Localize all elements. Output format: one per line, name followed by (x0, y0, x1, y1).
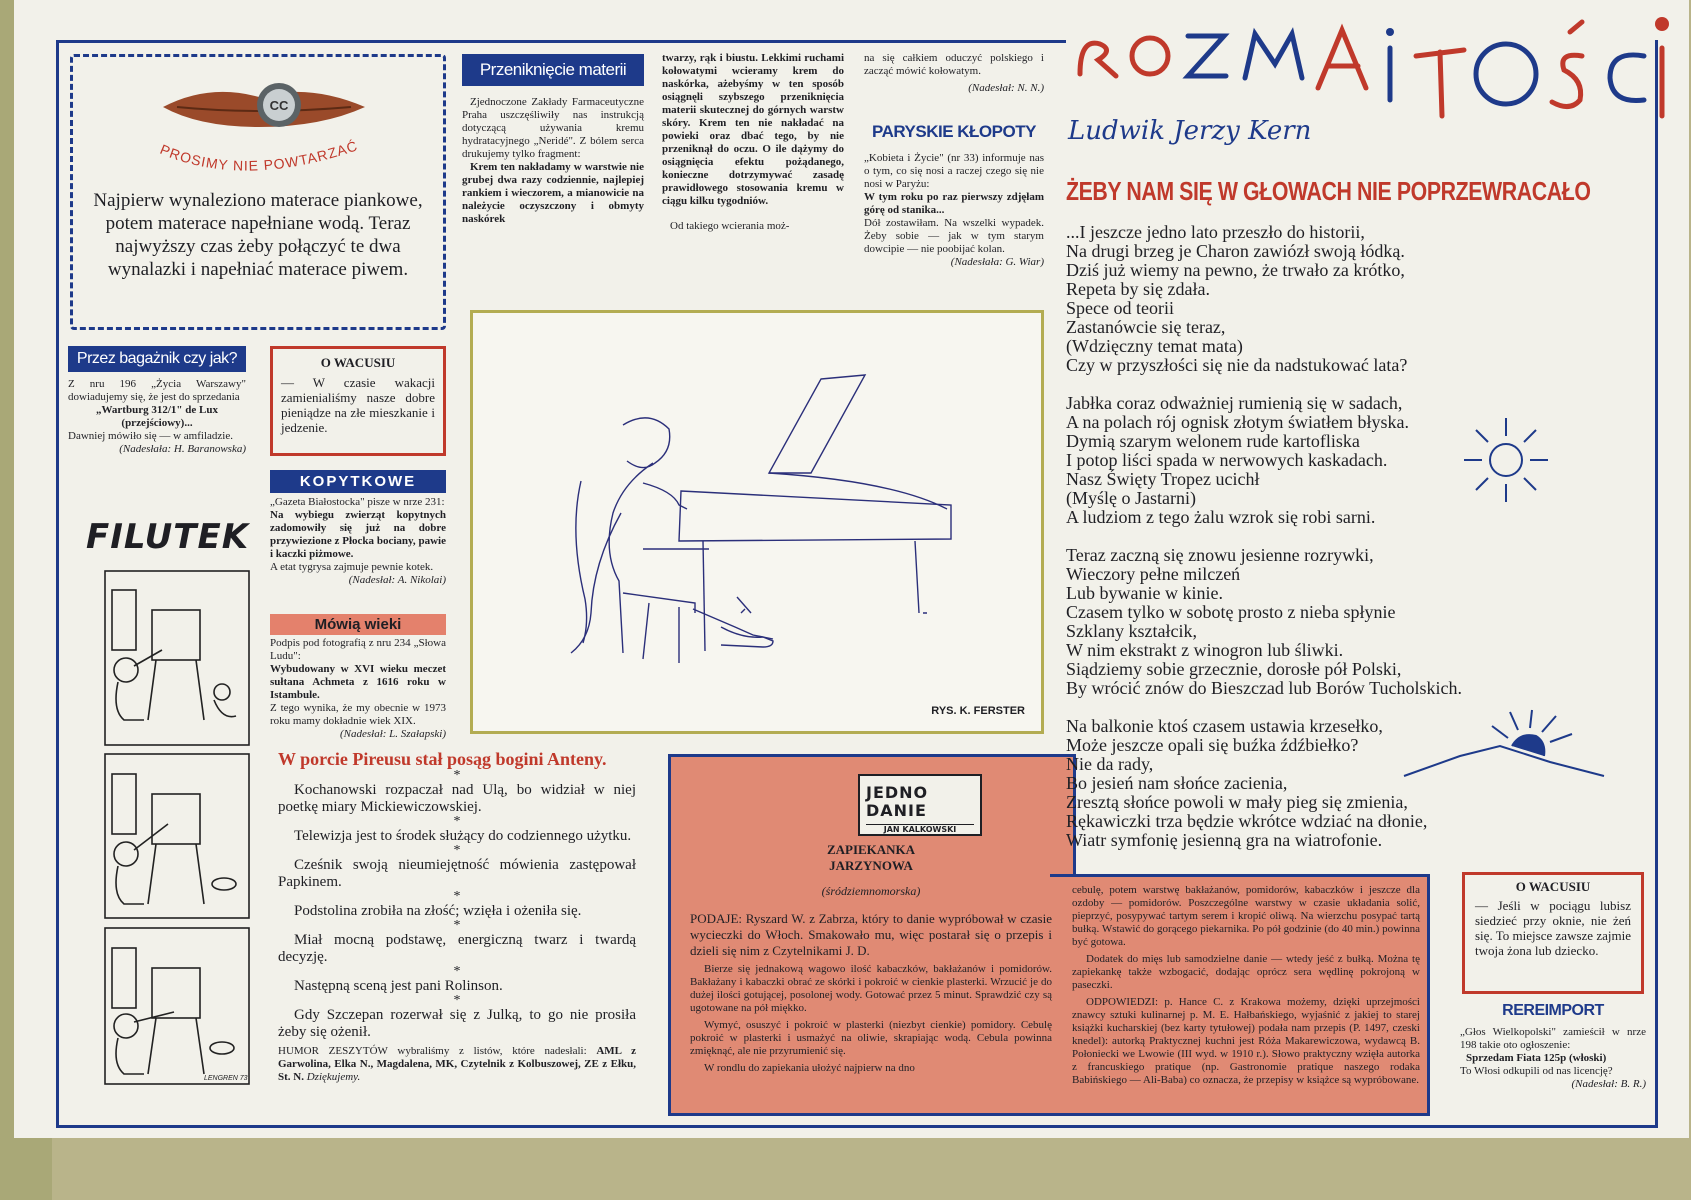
recipe-intro: Ryszard W. z Zabrza, który to danie wypróbował w czasie wycieczki do Włoch. Smakowało mu, więc postarał się o przepis i dzieli się nim z Czytelnikami J. D. (690, 911, 1052, 958)
mowia-wieki-article (270, 614, 446, 738)
reeimport-article (1460, 1002, 1646, 1116)
przenikniecie-sender: (Nadesłał: N. N.) (968, 82, 1044, 94)
poem-line: By wrócić znów do Bieszczad lub Borów Tucholskich. (1066, 678, 1462, 698)
poem-stanza (1066, 394, 1646, 527)
poem-line: (Wdzięczny temat mata) (1066, 336, 1243, 356)
svg-text:FILUTEK: FILUTEK (86, 517, 250, 557)
pianist-drawing (473, 313, 1041, 731)
poem-line: Na balkonie ktoś czasem ustawia krzesełko, (1066, 716, 1383, 736)
poem-author: Ludwik Jerzy Kern (1068, 116, 1312, 146)
o-wacusiu-box-1 (270, 346, 446, 456)
przez-bagaznik-heading: Przez bagażnik czy jak? (68, 346, 246, 372)
paryskie-quote: W tym roku po raz pierwszy zdjęłam górę od stanika... (864, 191, 1044, 216)
recipe-paragraph-5: Dodatek do mięs lub samodzielne danie — wtedy jeść z bułką. Można tę zapiekankę także wzbogacić, dodając oprócz sera wędlinę pokrojoną w paseczki. (1072, 953, 1420, 991)
poem-line: Dymią szarym welonem rude kartofliska (1066, 431, 1360, 451)
poem-line: Zresztą słońce powoli w mały pieg się zmienia, (1066, 792, 1408, 812)
paryskie-article (864, 122, 1044, 302)
jedno-danie-logo-author: JAN KALKOWSKI (866, 824, 974, 834)
mowia-wieki-sender: (Nadesłał: L. Szałapski) (339, 728, 446, 740)
poem-line: Szklany kształcik, (1066, 621, 1197, 641)
paryskie-comment: Dół zostawiłam. Na wszelki wypadek. Żeby sobie — jak w tym starym dowcipie — nie poobijać kolan. (864, 217, 1044, 255)
przenikniecie-ending: na się całkiem oduczyć polskiego i zacząć mówić kołowatym. (864, 52, 1044, 77)
recipe-paragraph-3: W rondlu do zapiekania ułożyć najpierw na dno (704, 1062, 915, 1074)
recipe-paragraph-1: Bierze się jednakową wagowo ilość kabaczków, bakłażanów i pomidorów. Bakłażany i kabaczki obrać ze skórki i pokroić w cienkie plasterki. Wrzucić je do dużej ilości gotującej, posolonej wody. Gotować przez 5 minut. Sprawdzić czy są ugotowane na pół miękko. (690, 963, 1052, 1014)
poem-line: Spece od teorii (1066, 298, 1174, 318)
przenikniecie-intro: Zjednoczone Zakłady Farmaceutyczne Praha uszczęśliwiły nas instrukcją dotyczącą używania kremu hydratacyjnego „Neridé". Z bólem serca drukujemy tylko fragment: (462, 96, 644, 160)
filutek-title (80, 500, 250, 560)
przenikniecie-heading: Przeniknięcie materii (462, 54, 644, 86)
poem-line: Teraz zaczną się znowu jesienne rozrywki, (1066, 545, 1374, 565)
lips-illustration (89, 57, 429, 187)
poem-line: Czasem tylko w sobotę prosto z nieba spłynie (1066, 602, 1396, 622)
poem-line: I potop liści spada w nerwowych kaskadach. (1066, 450, 1388, 470)
rozmaitosci-lettering (1070, 4, 1670, 122)
o-wacusiu-box-2 (1462, 872, 1644, 994)
recipe-paragraph-2: Wymyć, osuszyć i pokroić w plasterki (niezbyt cienkie) pomidory. Cebulę pokroić w plasterki i usmażyć na oliwie, skrapiając wodą. Cebula powinna zmięknąć, ale nie przyrumienić się. (690, 1019, 1052, 1057)
comic-signature: LENGREN 73 (204, 1075, 248, 1082)
item-separator-star: * (453, 993, 461, 1008)
kopytkowe-article (270, 470, 446, 610)
poem-line: W nim ekstrakt z winogron lub śliwki. (1066, 640, 1344, 660)
przez-bagaznik-comment: Dawniej mówiło się — w amfiladzie. (68, 430, 233, 442)
filutek-lettering (80, 500, 250, 560)
humor-item: Gdy Szczepan rozerwał się z Julką, to go nie prosiła żeby się ożenił. (278, 1007, 636, 1040)
przenikniecie-col3 (864, 52, 1044, 112)
recipe-title: ZAPIEKANKA JARZYNOWA (826, 842, 916, 873)
item-separator-star: * (453, 814, 461, 829)
comic-panel-2 (112, 774, 236, 904)
humor-zeszytow-article (278, 748, 636, 1126)
przez-bagaznik-article (68, 346, 246, 492)
poem-line: Na drugi brzeg je Charon zawiózł swoją łódką. (1066, 241, 1405, 261)
przenikniecie-article (462, 54, 644, 304)
comic-panel-1 (112, 590, 236, 720)
humor-footer-lead: HUMOR ZESZYTÓW wybraliśmy z listów, które nadesłali: (278, 1045, 587, 1057)
item-separator-star: * (453, 768, 461, 783)
humor-item: Kochanowski rozpaczał nad Ulą, bo widział w niej poetkę miary Mickiewiczowskiej. (278, 782, 636, 815)
reeimport-sender: (Nadesłał: B. R.) (1571, 1078, 1646, 1090)
poem-line: Rękawiczki trza będzie wkrótce wdziać na dłonie, (1066, 811, 1428, 831)
poem-stanza (1066, 223, 1646, 375)
poem-line: Zastanówcie się teraz, (1066, 317, 1226, 337)
humor-item: Miał mocną podstawę, energiczną twarz i twardą decyzję. (278, 932, 636, 965)
o-wacusiu-text-1: — W czasie wakacji zamienialiśmy nasze dobre pieniądze na złe mieszkanie i jedzenie. (281, 375, 435, 435)
mowia-wieki-heading: Mówią wieki (270, 614, 446, 635)
comic-panel-3 (112, 948, 234, 1074)
kopytkowe-quote: Na wybiegu zwierząt kopytnych zadomowiły się już na dobre przywiezione z Płocka bociany, pawie i kaczki piżmowe. (270, 509, 446, 560)
poem-line: Czy w przyszłości się nie da nadstukować lata? (1066, 355, 1408, 375)
filutek-comic (104, 570, 250, 1086)
kopytkowe-comment: A etat tygrysa zajmuje pewnie kotek. (270, 561, 434, 573)
poem-line: Wieczory pełne milczeń (1066, 564, 1241, 584)
przez-bagaznik-lead: Z nru 196 „Życia Warszawy" dowiadujemy się, że jest do sprzedania (68, 378, 246, 403)
reeimport-heading: REREIMPORT (1502, 1002, 1604, 1019)
poem-line: (Myślę o Jastarni) (1066, 488, 1196, 508)
jedno-danie-logo-top: JEDNO DANIE (866, 783, 929, 820)
o-wacusiu-heading-1: O WACUSIU (320, 355, 396, 370)
humor-item: Telewizja jest to środek służący do codziennego użytku. (294, 828, 632, 844)
poem-line: Bo jesień nam słońce zacienia, (1066, 773, 1288, 793)
prosimy-text: Najpierw wynaleziono materace piankowe, potem materace napełniane wodą. Teraz najwyższy czas żeby połączyć te dwa wynalazki i napełniać materace piwem. (93, 190, 423, 280)
jedno-danie-logo (858, 774, 982, 836)
paryskie-heading: PARYSKIE KŁOPOTY (872, 122, 1036, 141)
przenikniecie-comment: Od takiego wcierania moż- (670, 220, 790, 232)
item-separator-star: * (453, 964, 461, 979)
przez-bagaznik-sender: (Nadesłała: H. Baranowska) (119, 443, 246, 455)
poem-stanza (1066, 546, 1646, 698)
jedno-danie-content-right (1072, 884, 1420, 1110)
sun-icon (1456, 410, 1556, 510)
paryskie-lead: „Kobieta i Życie" (nr 33) informuje nas o tym, co się nosi a raczej czego się nie nosi w Paryżu: (864, 152, 1044, 190)
poem-line: Siądziemy sobie grzecznie, dorosłe pół Polski, (1066, 659, 1402, 679)
prosimy-caption: PROSIMY NIE POWTARZAĆ (157, 137, 360, 174)
o-wacusiu-heading-2: O WACUSIU (1515, 879, 1591, 894)
recipe-intro-label: PODAJE: (690, 911, 743, 926)
recipe-answers: p. Hance C. z Krakowa możemy, dzięki uprzejmości znawcy sztuki kulinarnej p. M. E. Hałbańskiego, wyjaśnić z jakiej to starej książki kucharskiej (bez karty tytułowej) podała nam przepis (P. 1497, czeski knedel): autorką Praktycznej kuchni jest Róża Makarewiczowa, wydawcą B. Połoniecki we Lwowie (III wyd. w 1910 r.). Słowo praktyczny wzięła autorka z francuskiego pratique (np. Gastronomie pratique naszego rodaka Babińskiego — Ali-Baba) co oznacza, że przepisy w książce są wypróbowane. (1072, 996, 1420, 1086)
poem-line: Może jeszcze opali się buźka źdźbiełko? (1066, 735, 1359, 755)
przenikniecie-col2 (662, 52, 844, 302)
kopytkowe-heading: KOPYTKOWE (270, 470, 446, 493)
pianist-drawing-frame (470, 310, 1044, 734)
poem-title: ŻEBY NAM SIĘ W GŁOWACH NIE POPRZEWRACAŁO (1066, 176, 1591, 206)
mowia-wieki-comment: Z tego wynika, że my obecnie w 1973 roku mamy dokładnie wiek XIX. (270, 702, 446, 727)
humor-footer-names: AML z Garwolina, Elka N., Magdalena, MK, Czytelnik z Kolbuszowej, ZE z Ełku, St. N. (278, 1045, 636, 1083)
poem-line: Jabłka coraz odważniej rumienią się w sadach, (1066, 393, 1403, 413)
filutek-comic-strip (104, 570, 250, 1086)
jedno-danie-content-left (690, 842, 1052, 1108)
humor-headline: W porcie Pireusu stał posąg bogini Anteny. (278, 749, 607, 769)
poem-line: A na polach rój ognisk złotym światłem błyska. (1066, 412, 1409, 432)
poem-line: Wiatr symfonię jesienną gra na wiatrofonie. (1066, 830, 1383, 850)
przez-bagaznik-quote: „Wartburg 312/1" de Lux (przejściowy)... (96, 404, 218, 429)
humor-item: Podstolina zrobiła na złość; wzięła i ożeniła się. (294, 903, 582, 919)
przenikniecie-quote-2: twarzy, rąk i biustu. Lekkimi ruchami kołowatymi wcieramy krem do naskórka, ażebyśmy w ten sposób osiągnęli szybszego przeniknięcia materii skutecznej do górnych warstw skóry. Krem ten nie nakładać na powieki oraz dbać tego, by nie przeniknął do oczu. O ile dążymy do osiągnięcia efektu pożądanego, konieczne dotrzymywać zasadę prawidłowego stosowania kremu w ciągu kilku tygodniów. (662, 52, 844, 207)
o-wacusiu-text-2: — Jeśli w pociągu lubisz siedzieć przy oknie, nie żeń się. To miejsce zawsze zajmie twoja żona lub dziecko. (1475, 898, 1631, 958)
poem-line: Lub bywanie w kinie. (1066, 583, 1223, 603)
poem-line: Nie da rady, (1066, 754, 1154, 774)
prosimy-box (70, 54, 446, 330)
poem-line: Repeta by się zdała. (1066, 279, 1210, 299)
badge-text: CC (269, 98, 289, 113)
poem-line: A ludziom z tego żalu wzrok się robi sarni. (1066, 507, 1376, 527)
reeimport-lead: „Głos Wielkopolski" zamieścił w nrze 198 takie oto ogłoszenie: (1460, 1026, 1646, 1051)
humor-footer-thanks: Dziękujemy. (306, 1071, 361, 1083)
humor-item: Cześnik swoją nieumiejętność mówienia zastępował Papkinem. (278, 857, 636, 890)
item-separator-star: * (453, 918, 461, 933)
recipe-subtitle: (śródziemnomorska) (821, 884, 921, 898)
recipe-paragraph-4: cebulę, potem warstwę bakłażanów, pomidorów, kabaczków i jeszcze dla ozdoby — pomidorów. Poszczególne warstwy w czasie układania solić, pieprzyć, posypywać tartym serem i kropić oliwą. Na wierzchu posypać tartą bułką. Wstawić do gorącego piekarnika. Po pół godzinie (do 40 min.) powinna być gotowa. (1072, 884, 1420, 948)
kopytkowe-lead: „Gazeta Białostocka" pisze w nrze 231: (270, 496, 445, 508)
przenikniecie-quote-1: Krem ten nakładamy w warstwie nie grubej dwa razy codziennie, najlepiej rankiem i wieczorem, a mianowicie na należycie oczyszczony i obmyty naskórek (462, 161, 644, 225)
kopytkowe-sender: (Nadesłał: A. Nikolai) (348, 574, 446, 586)
poem-line: ...I jeszcze jedno lato przeszło do historii, (1066, 222, 1365, 242)
poem-line: Nasz Święty Tropez ucichł (1066, 469, 1260, 489)
humor-items-list (278, 770, 636, 1041)
sunset-icon (1400, 706, 1608, 786)
humor-item: Następną sceną jest pani Rolinson. (294, 978, 503, 994)
page-frame-top (56, 40, 1066, 43)
paryskie-sender: (Nadesłała: G. Wiar) (950, 256, 1044, 268)
mowia-wieki-lead: Podpis pod fotografią z nru 234 „Słowa Ludu": (270, 637, 446, 662)
item-separator-star: * (453, 843, 461, 858)
item-separator-star: * (453, 889, 461, 904)
reeimport-quote: Sprzedam Fiata 125p (włoski) (1466, 1052, 1607, 1064)
poem-line: Dziś już wiemy na pewno, że trwało za krótko, (1066, 260, 1405, 280)
svg-text:PROSIMY NIE POWTARZAĆ (158, 137, 360, 173)
section-title-rozmaitosci (1070, 4, 1670, 122)
reeimport-comment: To Włosi odkupili od nas licencję? (1460, 1065, 1613, 1077)
mowia-wieki-quote: Wybudowany w XVI wieku meczet sułtana Achmeta z 1616 roku w Istambule. (270, 663, 446, 701)
recipe-answers-label: ODPOWIEDZI: (1086, 996, 1159, 1008)
drawing-credit: RYS. K. FERSTER (931, 705, 1025, 717)
